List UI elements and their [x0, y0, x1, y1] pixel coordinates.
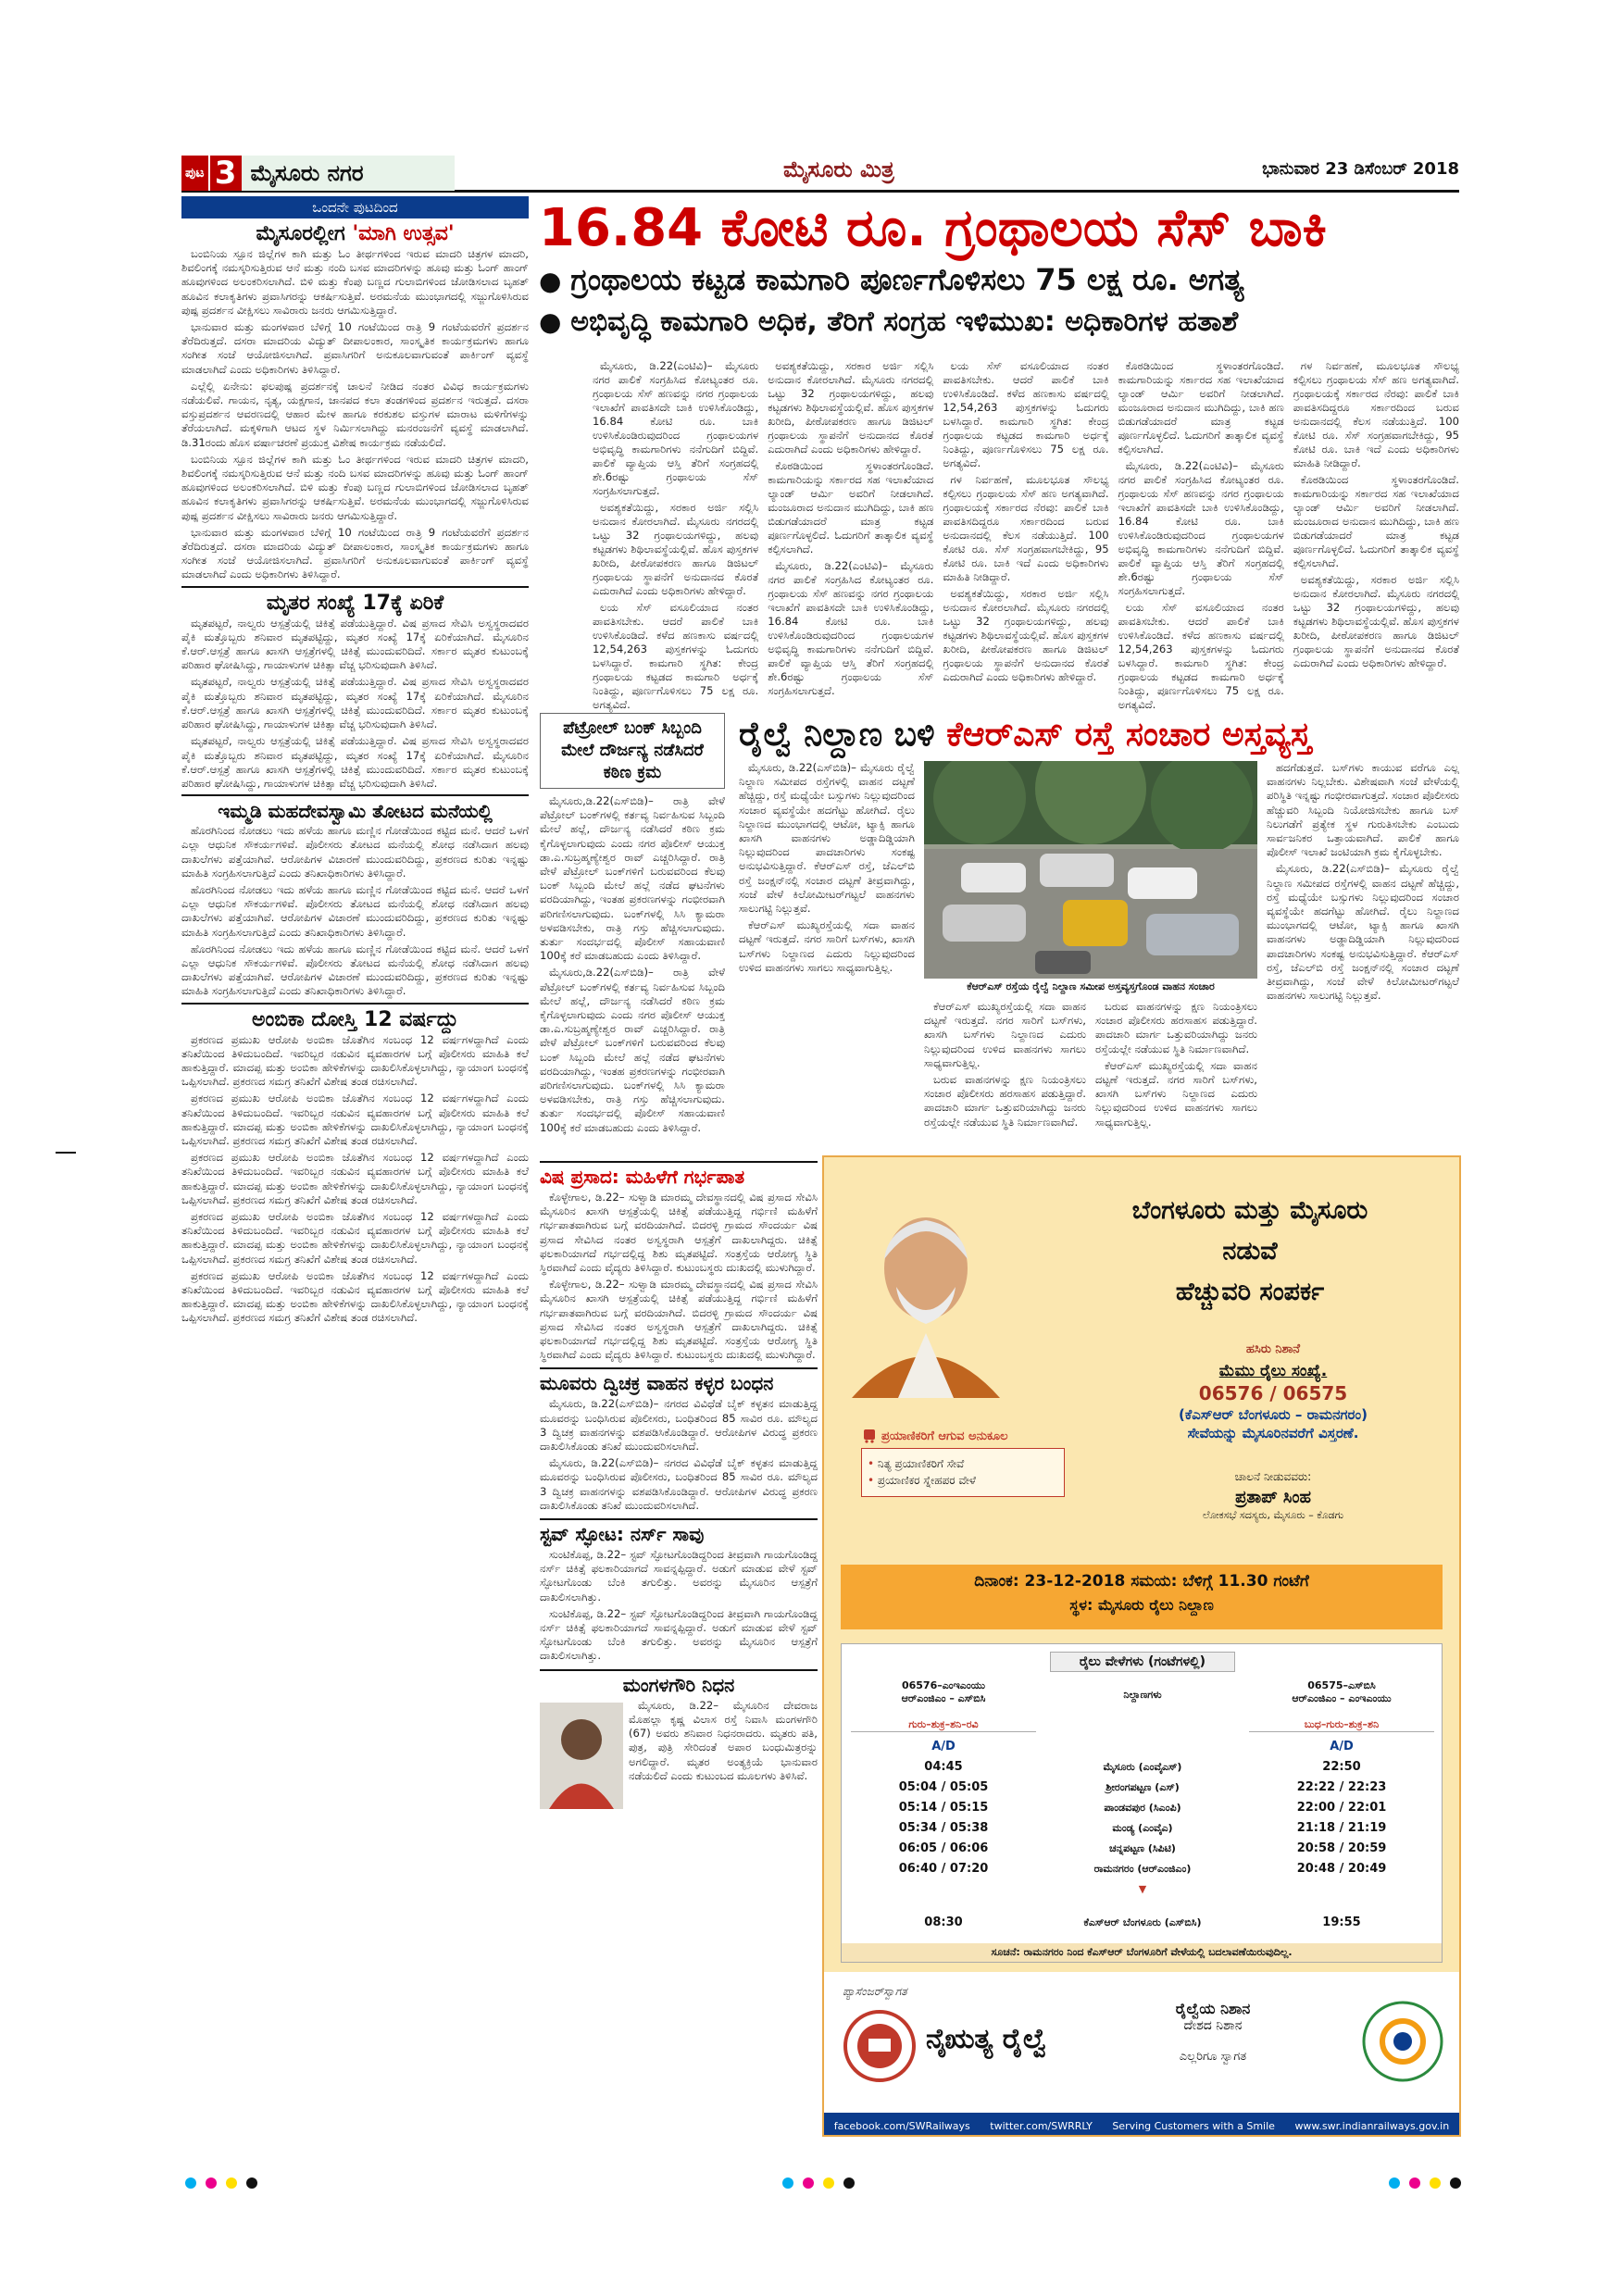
headline-tail: 12 ವರ್ಷದ್ದು: [364, 1007, 458, 1031]
black-dot: [1450, 2177, 1461, 2189]
train-icon: [861, 1428, 878, 1444]
timetable-title: ರೈಲು ವೇಳೆಗಳು (ಗಂಟೆಗಳಲ್ಲಿ): [1050, 1652, 1235, 1672]
lead-subheadline-2: ● ಅಭಿವೃದ್ಧಿ ಕಾಮಗಾರಿ ಅಧಿಕ, ತೆರಿಗೆ ಸಂಗ್ರಹ ಇಳಿಮುಖ: ಅಧಿಕಾರಿಗಳ ಹತಾಶೆ: [539, 306, 1239, 338]
obituary-photo: [540, 1703, 623, 1809]
paragraph: ಸುಂಟಿಕೊಪ್ಪ, ಡಿ.22– ಸ್ಟವ್ ಸ್ಫೋಟಗೊಂಡಿದ್ದರಿಂದ ತೀವ್ರವಾಗಿ ಗಾಯಗೊಂಡಿದ್ದ ನರ್ಸ್ ಚಿಕಿತ್ಸೆ ಫಲಕಾರಿಯಾಗದೆ ಸಾವನ್ನಪ್ಪಿದ್ದಾರೆ. ಅಡುಗೆ ಮಾಡುವ ವೇಳೆ ಸ್ಟವ್ ಸ್ಫೋಟಗೊಂಡು ಬೆಂಕಿ ತಗುಲಿತ್ತು. ಅವರನ್ನು ಮೈಸೂರಿನ ಆಸ್ಪತ್ರೆಗೆ ದಾಖಲಿಸಲಾಗಿತ್ತು.: [540, 1548, 818, 1603]
ek-bharat-shreshtha-bharat-logo-icon: [1361, 2000, 1444, 2083]
cyan-dot: [1389, 2177, 1400, 2189]
slogan-line-1: ರೈಲ್ವೆಯ ನಿಶಾನ: [1175, 2000, 1251, 2017]
registration-dots-left: [185, 2177, 257, 2189]
timetable-note: ಸೂಚನೆ: ರಾಮನಗರಂ ನಿಂದ ಕೆಎಸ್‌ಆರ್ ಬೆಂಗಳೂರಿಗೆ ವೇಳೆಯಲ್ಲಿ ಬದಲಾವಣೆಯಿರುವುದಿಲ್ಲ.: [842, 1943, 1442, 1962]
train-route: (ಕೆಎಸ್‌ಆರ್ ಬೆಂಗಳೂರು – ರಾಮನಗರಂ): [1179, 1406, 1368, 1423]
paragraph: ಲಯ ಸೆಸ್ ವಸೂಲಿಯಾದ ನಂತರ ಪಾವತಿಸಬೇಕು. ಆದರೆ ಪಾಲಿಕೆ ಬಾಕಿ ಉಳಿಸಿಕೊಂಡಿದೆ. ಕಳೆದ ಹಣಕಾಸು ವರ್ಷದಲ್ಲಿ 12,54,263 ಪುಸ್ತಕಗಳನ್ನು ಓದುಗರು ಬಳಸಿದ್ದಾರೆ. ಕಾಮಗಾರಿ ಸ್ಥಗಿತ: ಕೇಂದ್ರ ಗ್ರಂಥಾಲಯ ಕಟ್ಟಡದ ಕಾಮಗಾರಿ ಅರ್ಧಕ್ಕೆ ನಿಂತಿದ್ದು, ಪೂರ್ಣಗೊಳಿಸಲು 75 ಲಕ್ಷ ರೂ. ಅಗತ್ಯವಿದೆ.: [943, 359, 1109, 469]
paragraph: ಅವಶ್ಯಕತೆಯಿದ್ದು, ಸರಕಾರ ಅರ್ಜಿ ಸಲ್ಲಿಸಿ ಅನುದಾನ ಕೋರಲಾಗಿದೆ. ಮೈಸೂರು ನಗರದಲ್ಲಿ ಒಟ್ಟು 32 ಗ್ರಂಥಾಲಯಗಳಿದ್ದು, ಹಲವು ಕಟ್ಟಡಗಳು ಶಿಥಿಲಾವಸ್ಥೆಯಲ್ಲಿವೆ. ಹೊಸ ಪುಸ್ತಕಗಳ ಖರೀದಿ, ಪೀಠೋಪಕರಣ ಹಾಗೂ ಡಿಜಿಟಲ್ ಗ್ರಂಥಾಲಯ ಸ್ಥಾಪನೆಗೆ ಅನುದಾನದ ಕೊರತೆ ಎದುರಾಗಿದೆ ಎಂದು ಅಧಿಕಾರಿಗಳು ಹೇಳಿದ್ದಾರೆ.: [1293, 573, 1459, 669]
inauguration-details: [1102, 1342, 1444, 1441]
story-headline-mahadevaswamy: ಇಮ್ಮಡಿ ಮಹದೇವಸ್ವಾಮಿ ತೋಟದ ಮನೆಯಲ್ಲಿ: [181, 794, 529, 822]
paragraph: ಲಯ ಸೆಸ್ ವಸೂಲಿಯಾದ ನಂತರ ಪಾವತಿಸಬೇಕು. ಆದರೆ ಪಾಲಿಕೆ ಬಾಕಿ ಉಳಿಸಿಕೊಂಡಿದೆ. ಕಳೆದ ಹಣಕಾಸು ವರ್ಷದಲ್ಲಿ 12,54,263 ಪುಸ್ತಕಗಳನ್ನು ಓದುಗರು ಬಳಸಿದ್ದಾರೆ. ಕಾಮಗಾರಿ ಸ್ಥಗಿತ: ಕೇಂದ್ರ ಗ್ರಂಥಾಲಯ ಕಟ್ಟಡದ ಕಾಮಗಾರಿ ಅರ್ಧಕ್ಕೆ ನಿಂತಿದ್ದು, ಪೂರ್ಣಗೊಳಿಸಲು 75 ಲಕ್ಷ ರೂ. ಅಗತ್ಯವಿದೆ.: [593, 601, 759, 711]
short-stories-column: [540, 1155, 818, 2165]
story-body-ambika: [181, 1033, 529, 1326]
headline-poison-prasada: ವಿಷ ಪ್ರಸಾದ: ಮಹಿಳೆಗೆ ಗರ್ಭಪಾತ: [540, 1161, 818, 1188]
time-cell: 20:58 / 20:59: [1296, 1841, 1387, 1855]
ad-title-line-2: ನಡುವೆ: [1222, 1237, 1278, 1266]
left-column: [181, 196, 529, 2159]
station-cell: ಮೈಸೂರು (ಎಂವೈಎಸ್): [1103, 1761, 1182, 1773]
right-train-number: 06575–ಎಸ್‌ಬಿಸಿ: [1307, 1679, 1376, 1691]
down-arrow-icon: ▼: [1138, 1883, 1147, 1895]
railway-column-3: [1095, 1000, 1257, 1148]
paragraph: ಭಾನುವಾರ ಮತ್ತು ಮಂಗಳವಾರ ಬೆಳಿಗ್ಗೆ 10 ಗಂಟೆಯಿಂದ ರಾತ್ರಿ 9 ಗಂಟೆಯವರೆಗೆ ಪ್ರದರ್ಶನ ತೆರೆದಿರುತ್ತದೆ. ದಸರಾ ಮಾದರಿಯ ವಿದ್ಯುತ್ ದೀಪಾಲಂಕಾರ, ಸಾಂಸ್ಕೃತಿಕ ಕಾರ್ಯಕ್ರಮಗಳು ಹಾಗೂ ಸಂಗೀತ ಸಂಜೆ ಆಯೋಜಿಸಲಾಗಿದೆ. ಪ್ರವಾಸಿಗರಿಗೆ ಅನುಕೂಲವಾಗುವಂತೆ ಪಾರ್ಕಿಂಗ್ ವ್ಯವಸ್ಥೆ ಮಾಡಲಾಗಿದೆ ಎಂದು ಅಧಿಕಾರಿಗಳು ತಿಳಿಸಿದ್ದಾರೆ.: [181, 320, 529, 376]
paragraph: ಅವಶ್ಯಕತೆಯಿದ್ದು, ಸರಕಾರ ಅರ್ಜಿ ಸಲ್ಲಿಸಿ ಅನುದಾನ ಕೋರಲಾಗಿದೆ. ಮೈಸೂರು ನಗರದಲ್ಲಿ ಒಟ್ಟು 32 ಗ್ರಂಥಾಲಯಗಳಿದ್ದು, ಹಲವು ಕಟ್ಟಡಗಳು ಶಿಥಿಲಾವಸ್ಥೆಯಲ್ಲಿವೆ. ಹೊಸ ಪುಸ್ತಕಗಳ ಖರೀದಿ, ಪೀಠೋಪಕರಣ ಹಾಗೂ ಡಿಜಿಟಲ್ ಗ್ರಂಥಾಲಯ ಸ್ಥಾಪನೆಗೆ ಅನುದಾನದ ಕೊರತೆ ಎದುರಾಗಿದೆ ಎಂದು ಅಧಿಕಾರಿಗಳು ಹೇಳಿದ್ದಾರೆ.: [943, 587, 1109, 683]
time-cell: 05:34 / 05:38: [898, 1821, 989, 1835]
service-slogan: Serving Customers with a Smile: [1112, 2119, 1275, 2132]
paragraph: ಮೃತಪಟ್ಟರೆ, ನಾಲ್ವರು ಆಸ್ಪತ್ರೆಯಲ್ಲಿ ಚಿಕಿತ್ಸೆ ಪಡೆಯುತ್ತಿದ್ದಾರೆ. ವಿಷ ಪ್ರಸಾದ ಸೇವಿಸಿ ಅಸ್ವಸ್ಥರಾದವರ ಪೈಕಿ ಮತ್ತೊಬ್ಬರು ಶನಿವಾರ ಮೃತಪಟ್ಟಿದ್ದು, ಮೃತರ ಸಂಖ್ಯೆ 17ಕ್ಕೆ ಏರಿಕೆಯಾಗಿದೆ. ಮೈಸೂರಿನ ಕೆ.ಆರ್.ಆಸ್ಪತ್ರೆ ಹಾಗೂ ಖಾಸಗಿ ಆಸ್ಪತ್ರೆಗಳಲ್ಲಿ ಚಿಕಿತ್ಸೆ ಮುಂದುವರಿದಿದೆ. ಸರ್ಕಾರ ಮೃತರ ಕುಟುಂಬಕ್ಕೆ ಪರಿಹಾರ ಘೋಷಿಸಿದ್ದು, ಗಾಯಾಳುಗಳ ಚಿಕಿತ್ಸಾ ವೆಚ್ಚ ಭರಿಸುವುದಾಗಿ ತಿಳಿಸಿದೆ.: [181, 616, 529, 672]
story-body-death-toll: [181, 617, 529, 791]
time-cell: 04:45: [924, 1760, 963, 1774]
train-timetable: [841, 1643, 1443, 1963]
continued-tag: ಒಂದನೇ ಪುಟದಿಂದ: [181, 196, 529, 218]
benefit-item: • ಪ್ರಯಾಣಿಕರ ಸ್ನೇಹಪರ ವೇಳೆ: [868, 1474, 1058, 1488]
yellow-dot: [823, 2177, 834, 2189]
photo-caption: ಕೆಆರ್‌ಎಸ್ ರಸ್ತೆಯ ರೈಲ್ವೆ ನಿಲ್ದಾಣ ಸಮೀಪ ಅಸ್ತವ್ಯಸ್ತಗೊಂಡ ವಾಹನ ಸಂಚಾರ: [967, 980, 1215, 992]
lead-headline: 16.84 ಕೋಟಿ ರೂ. ಗ್ರಂಥಾಲಯ ಸೆಸ್ ಬಾಕಿ: [539, 198, 1327, 258]
headline-bike-thieves: ಮೂವರು ದ್ವಿಚಕ್ರ ವಾಹನ ಕಳ್ಳರ ಬಂಧನ: [540, 1367, 818, 1394]
paragraph: ಭಾನುವಾರ ಮತ್ತು ಮಂಗಳವಾರ ಬೆಳಿಗ್ಗೆ 10 ಗಂಟೆಯಿಂದ ರಾತ್ರಿ 9 ಗಂಟೆಯವರೆಗೆ ಪ್ರದರ್ಶನ ತೆರೆದಿರುತ್ತದೆ. ದಸರಾ ಮಾದರಿಯ ವಿದ್ಯುತ್ ದೀಪಾಲಂಕಾರ, ಸಾಂಸ್ಕೃತಿಕ ಕಾರ್ಯಕ್ರಮಗಳು ಹಾಗೂ ಸಂಗೀತ ಸಂಜೆ ಆಯೋಜಿಸಲಾಗಿದೆ. ಪ್ರವಾಸಿಗರಿಗೆ ಅನುಕೂಲವಾಗುವಂತೆ ಪಾರ್ಕಿಂಗ್ ವ್ಯವಸ್ಥೆ ಮಾಡಲಾಗಿದೆ ಎಂದು ಅಧಿಕಾರಿಗಳು ತಿಳಿಸಿದ್ದಾರೆ.: [181, 525, 529, 581]
new-train-label: ಮೆಮು ರೈಲು ಸಂಖ್ಯೆ.: [1218, 1362, 1328, 1380]
benefits-list: [861, 1448, 1065, 1497]
black-dot: [246, 2177, 257, 2189]
left-train-header: [851, 1679, 1036, 1705]
story-body-stove-blast: [540, 1548, 818, 1664]
text-column: [768, 359, 933, 713]
ad-title-line-3: ಹೆಚ್ಚುವರಿ ಸಂಪರ್ಕ: [1175, 1278, 1325, 1306]
story-headline-death-toll: ಮೃತರ ಸಂಖ್ಯೆ 17ಕ್ಕೆ ಏರಿಕೆ: [181, 586, 529, 615]
lead-subheadline-1: ● ಗ್ರಂಥಾಲಯ ಕಟ್ಟಡ ಕಾಮಗಾರಿ ಪೂರ್ಣಗೊಳಿಸಲು 75 ಲಕ್ಷ ರೂ. ಅಗತ್ಯ: [539, 262, 1244, 297]
time-cell: 08:30: [924, 1915, 963, 1929]
paragraph: ಬಂಬಿನಿಯ ಸ್ಪೂನ ಜಿಲ್ಲೆಗಳ ಕಾಗಿ ಮತ್ತು ಓಂ ತೀರ್ಥಗಳಿಂದ ಇರುವ ಮಾದರಿ ಚಿತ್ರಗಳ ಮಾದರಿ, ಶಿವಲಿಂಗಕ್ಕೆ ನಮಸ್ಕರಿಸುತ್ತಿರುವ ಆನೆ ಮತ್ತು ನಂದಿ ಬಸವ ಮಾದರಿಗಳನ್ನು ಹೂವು ಮತ್ತು ಓಂಗ್ ಹಾಂಗ್ ಹೂವುಗಳಿಂದ ಅಲಂಕರಿಸಲಾಗಿದೆ. ಬಿಳಿ ಮತ್ತು ಕೆಂಪು ಬಣ್ಣದ ಗುಲಾಬಿಗಳಿಂದ ಜೋಡಿಸಲಾದ ಬೃಹತ್ ಹೂವಿನ ಕಲಾಕೃತಿಗಳು ಪ್ರವಾಸಿಗರನ್ನು ಆಕರ್ಷಿಸುತ್ತಿವೆ. ಅರಮನೆಯ ಮುಂಭಾಗದಲ್ಲಿ ಸಜ್ಜುಗೊಳಿಸಿರುವ ಪುಷ್ಪ ಪ್ರದರ್ಶನ ವೀಕ್ಷಿಸಲು ಸಾವಿರಾರು ಜನರು ಆಗಮಿಸುತ್ತಿದ್ದಾರೆ.: [181, 247, 529, 317]
station-cell: ರಾಮನಗರಂ (ಆರ್‌ಎಂಜಿಎಂ): [1093, 1863, 1192, 1875]
paragraph: ಗಳ ನಿರ್ವಹಣೆ, ಮೂಲಭೂತ ಸೌಲಭ್ಯ ಕಲ್ಪಿಸಲು ಗ್ರಂಥಾಲಯ ಸೆಸ್ ಹಣ ಅಗತ್ಯವಾಗಿದೆ. ಗ್ರಂಥಾಲಯಕ್ಕೆ ಸರ್ಕಾರದ ನೆರವು: ಪಾಲಿಕೆ ಬಾಕಿ ಪಾವತಿಸದಿದ್ದರೂ ಸರ್ಕಾರದಿಂದ ಬರುವ ಅನುದಾನದಲ್ಲಿ ಕೆಲಸ ನಡೆಯುತ್ತಿದೆ. 100 ಕೋಟಿ ರೂ. ಸೆಸ್ ಸಂಗ್ರಹವಾಗಬೇಕಿದ್ದು, 95 ಕೋಟಿ ರೂ. ಬಾಕಿ ಇದೆ ಎಂದು ಅಧಿಕಾರಿಗಳು ಮಾಹಿತಿ ನೀಡಿದ್ದಾರೆ.: [1293, 359, 1459, 469]
magenta-dot: [1409, 2177, 1420, 2189]
paragraph: ಮೈಸೂರು,ಡಿ.22(ಎಸ್‌ಬಿಡಿ)– ರಾತ್ರಿ ವೇಳೆ ಪೆಟ್ರೋಲ್ ಬಂಕ್‌ಗಳಲ್ಲಿ ಕರ್ತವ್ಯ ನಿರ್ವಹಿಸುವ ಸಿಬ್ಬಂದಿ ಮೇಲೆ ಹಲ್ಲೆ, ದೌರ್ಜನ್ಯ ನಡೆಸಿದರೆ ಕಠಿಣ ಕ್ರಮ ಕೈಗೊಳ್ಳಲಾಗುವುದು ಎಂದು ನಗರ ಪೊಲೀಸ್ ಆಯುಕ್ತ ಡಾ.ಎ.ಸುಬ್ರಹ್ಮಣ್ಯೇಶ್ವರ ರಾವ್ ಎಚ್ಚರಿಸಿದ್ದಾರೆ. ರಾತ್ರಿ ವೇಳೆ ಪೆಟ್ರೋಲ್ ಬಂಕ್‌ಗಳಿಗೆ ಬರುವವರಿಂದ ಕೆಲವು ಬಂಕ್ ಸಿಬ್ಬಂದಿ ಮೇಲೆ ಹಲ್ಲೆ ನಡೆದ ಘಟನೆಗಳು ವರದಿಯಾಗಿದ್ದು, ಇಂತಹ ಪ್ರಕರಣಗಳನ್ನು ಗಂಭೀರವಾಗಿ ಪರಿಗಣಿಸಲಾಗುವುದು. ಬಂಕ್‌ಗಳಲ್ಲಿ ಸಿಸಿ ಕ್ಯಾಮರಾ ಅಳವಡಿಸಬೇಕು, ರಾತ್ರಿ ಗಸ್ತು ಹೆಚ್ಚಿಸಲಾಗುವುದು. ತುರ್ತು ಸಂದರ್ಭದಲ್ಲಿ ಪೊಲೀಸ್ ಸಹಾಯವಾಣಿ 100ಕ್ಕೆ ಕರೆ ಮಾಡಬಹುದು ಎಂದು ತಿಳಿಸಿದ್ದಾರೆ.: [540, 794, 725, 963]
paragraph: ಮೈಸೂರು,ಡಿ.22(ಎಸ್‌ಬಿಡಿ)– ರಾತ್ರಿ ವೇಳೆ ಪೆಟ್ರೋಲ್ ಬಂಕ್‌ಗಳಲ್ಲಿ ಕರ್ತವ್ಯ ನಿರ್ವಹಿಸುವ ಸಿಬ್ಬಂದಿ ಮೇಲೆ ಹಲ್ಲೆ, ದೌರ್ಜನ್ಯ ನಡೆಸಿದರೆ ಕಠಿಣ ಕ್ರಮ ಕೈಗೊಳ್ಳಲಾಗುವುದು ಎಂದು ನಗರ ಪೊಲೀಸ್ ಆಯುಕ್ತ ಡಾ.ಎ.ಸುಬ್ರಹ್ಮಣ್ಯೇಶ್ವರ ರಾವ್ ಎಚ್ಚರಿಸಿದ್ದಾರೆ. ರಾತ್ರಿ ವೇಳೆ ಪೆಟ್ರೋಲ್ ಬಂಕ್‌ಗಳಿಗೆ ಬರುವವರಿಂದ ಕೆಲವು ಬಂಕ್ ಸಿಬ್ಬಂದಿ ಮೇಲೆ ಹಲ್ಲೆ ನಡೆದ ಘಟನೆಗಳು ವರದಿಯಾಗಿದ್ದು, ಇಂತಹ ಪ್ರಕರಣಗಳನ್ನು ಗಂಭೀರವಾಗಿ ಪರಿಗಣಿಸಲಾಗುವುದು. ಬಂಕ್‌ಗಳಲ್ಲಿ ಸಿಸಿ ಕ್ಯಾಮರಾ ಅಳವಡಿಸಬೇಕು, ರಾತ್ರಿ ಗಸ್ತು ಹೆಚ್ಚಿಸಲಾಗುವುದು. ತುರ್ತು ಸಂದರ್ಭದಲ್ಲಿ ಪೊಲೀಸ್ ಸಹಾಯವಾಣಿ 100ಕ್ಕೆ ಕರೆ ಮಾಡಬಹುದು ಎಂದು ತಿಳಿಸಿದ್ದಾರೆ.: [540, 966, 725, 1134]
social-links-bar: [824, 2113, 1459, 2137]
station-cell: ಪಾಂಡವಪುರ (ಸಿಎಂಪಿ): [1104, 1802, 1181, 1814]
paragraph: ಎಲ್ಲೆಲ್ಲಿ ಏನೇನು: ಫಲಪುಷ್ಪ ಪ್ರದರ್ಶನಕ್ಕೆ ಚಾಲನೆ ನೀಡಿದ ನಂತರ ವಿವಿಧ ಕಾರ್ಯಕ್ರಮಗಳು ನಡೆಯಲಿವೆ. ಗಾಯನ, ನೃತ್ಯ, ಯಕ್ಷಗಾನ, ಜಾನಪದ ಕಲಾ ತಂಡಗಳಿಂದ ಪ್ರದರ್ಶನ ಇರುತ್ತದೆ. ದಸರಾ ವಸ್ತುಪ್ರದರ್ಶನ ಆವರಣದಲ್ಲಿ ಆಹಾರ ಮೇಳ ಹಾಗೂ ಕರಕುಶಲ ವಸ್ತುಗಳ ಮಾರಾಟ ಮಳಿಗೆಗಳನ್ನು ತೆರೆಯಲಾಗಿದೆ. ಮಕ್ಕಳಿಗಾಗಿ ಆಟದ ಸ್ಥಳ ನಿರ್ಮಿಸಲಾಗಿದ್ದು ಮನರಂಜನೆಗೆ ವ್ಯವಸ್ಥೆ ಮಾಡಲಾಗಿದೆ. ಡಿ.31ರಂದು ಹೊಸ ವರ್ಷಾಚರಣೆ ಪ್ರಯುಕ್ತ ವಿಶೇಷ ಕಾರ್ಯಕ್ರಮ ನಡೆಯಲಿದೆ.: [181, 379, 529, 449]
ad-title: [1083, 1191, 1417, 1313]
paragraph: ಪ್ರಕರಣದ ಪ್ರಮುಖ ಆರೋಪಿ ಅಂಬಿಕಾ ಜೊತೆಗಿನ ಸಂಬಂಧ 12 ವರ್ಷಗಳದ್ದಾಗಿದೆ ಎಂದು ತನಿಖೆಯಿಂದ ತಿಳಿದುಬಂದಿದೆ. ಇವರಿಬ್ಬರ ನಡುವಿನ ವ್ಯವಹಾರಗಳ ಬಗ್ಗೆ ಪೊಲೀಸರು ಮಾಹಿತಿ ಕಲೆ ಹಾಕುತ್ತಿದ್ದಾರೆ. ಮಾದಪ್ಪ ಮತ್ತು ಅಂಬಿಕಾ ಹೇಳಿಕೆಗಳನ್ನು ದಾಖಲಿಸಿಕೊಳ್ಳಲಾಗಿದ್ದು, ನ್ಯಾಯಾಂಗ ಬಂಧನಕ್ಕೆ ಒಪ್ಪಿಸಲಾಗಿದೆ. ಪ್ರಕರಣದ ಸಮಗ್ರ ತನಿಖೆಗೆ ವಿಶೇಷ ತಂಡ ರಚಿಸಲಾಗಿದೆ.: [181, 1268, 529, 1325]
paragraph: ಮೈಸೂರು, ಡಿ.22(ಎಸ್‌ಬಿಡಿ)– ಮೈಸೂರು ರೈಲ್ವೆ ನಿಲ್ದಾಣ ಸಮೀಪದ ರಸ್ತೆಗಳಲ್ಲಿ ವಾಹನ ದಟ್ಟಣೆ ಹೆಚ್ಚಿದ್ದು, ರಸ್ತೆ ಮಧ್ಯೆಯೇ ಬಸ್ಸುಗಳು ನಿಲ್ಲುವುದರಿಂದ ಸಂಚಾರ ವ್ಯವಸ್ಥೆಯೇ ಹದಗೆಟ್ಟು ಹೋಗಿದೆ. ರೈಲು ನಿಲ್ದಾಣದ ಮುಂಭಾಗದಲ್ಲಿ ಆಟೋ, ಟ್ಯಾಕ್ಸಿ ಹಾಗೂ ಖಾಸಗಿ ವಾಹನಗಳು ಅಡ್ಡಾದಿಡ್ಡಿಯಾಗಿ ನಿಲ್ಲುವುದರಿಂದ ಪಾದಚಾರಿಗಳು ಸಂಕಷ್ಟ ಅನುಭವಿಸುತ್ತಿದ್ದಾರೆ. ಕೆಆರ್‌ಎಸ್ ರಸ್ತೆ, ಜೆಎಲ್‌ಬಿ ರಸ್ತೆ ಜಂಕ್ಷನ್‌ನಲ್ಲಿ ಸಂಚಾರ ದಟ್ಟಣೆ ತೀವ್ರವಾಗಿದ್ದು, ಸಂಜೆ ವೇಳೆ ಕಿಲೋಮೀಟರ್‌ಗಟ್ಟಲೆ ವಾಹನಗಳು ಸಾಲುಗಟ್ಟಿ ನಿಲ್ಲುತ್ತವೆ.: [739, 761, 915, 916]
paragraph: ಹೊರಗಿನಿಂದ ನೋಡಲು ಇದು ಹಳೆಯ ಹಾಗೂ ಮಣ್ಣಿನ ಗೋಡೆಯಿಂದ ಕಟ್ಟಿದ ಮನೆ. ಆದರೆ ಒಳಗೆ ಎಲ್ಲಾ ಆಧುನಿಕ ಸೌಕರ್ಯಗಳಿವೆ. ಪೊಲೀಸರು ತೋಟದ ಮನೆಯಲ್ಲಿ ಶೋಧ ನಡೆಸಿದಾಗ ಹಲವು ದಾಖಲೆಗಳು ಪತ್ತೆಯಾಗಿವೆ. ಆರೋಪಿಗಳ ವಿಚಾರಣೆ ಮುಂದುವರಿದಿದ್ದು, ಪ್ರಕರಣದ ಕುರಿತು ಇನ್ನಷ್ಟು ಮಾಹಿತಿ ಸಂಗ್ರಹಿಸಲಾಗುತ್ತಿದೆ ಎಂದು ತನಿಖಾಧಿಕಾರಿಗಳು ತಿಳಿಸಿದ್ದಾರೆ.: [181, 882, 529, 939]
spacer: [1050, 1737, 1235, 1757]
page-header: [181, 156, 1459, 193]
masthead: ಮೈಸೂರು ಮಿತ್ರ: [783, 156, 894, 182]
event-date-time: ದಿನಾಂಕ: 23-12-2018 ಸಮಯ: ಬೆಳಿಗ್ಗೆ 11.30 ಗಂಟೆಗೆ: [974, 1572, 1309, 1591]
ad-title-line-1: ಬೆಂಗಳೂರು ಮತ್ತು ಮೈಸೂರು: [1131, 1196, 1368, 1225]
magenta-dot: [206, 2177, 217, 2189]
traffic-photo: [924, 761, 1257, 979]
register-mark: [56, 1152, 76, 1154]
paragraph: ಹದಗೆಡುತ್ತದೆ. ಬಸ್‌ಗಳು ಕಾಯುವ ವರೆಗೂ ಎಲ್ಲ ವಾಹನಗಳು ನಿಲ್ಲಬೇಕು. ವಿಶೇಷವಾಗಿ ಸಂಜೆ ವೇಳೆಯಲ್ಲಿ ಪರಿಸ್ಥಿತಿ ಇನ್ನಷ್ಟು ಗಂಭೀರವಾಗುತ್ತದೆ. ಸಂಚಾರ ಪೊಲೀಸರು ಹೆಚ್ಚುವರಿ ಸಿಬ್ಬಂದಿ ನಿಯೋಜಿಸಬೇಕು ಹಾಗೂ ಬಸ್ ನಿಲುಗಡೆಗೆ ಪ್ರತ್ಯೇಕ ಸ್ಥಳ ಗುರುತಿಸಬೇಕು ಎಂಬುದು ಸಾರ್ವಜನಿಕರ ಒತ್ತಾಯವಾಗಿದೆ. ಪಾಲಿಕೆ ಹಾಗೂ ಪೊಲೀಸ್ ಇಲಾಖೆ ಜಂಟಿಯಾಗಿ ಕ್ರಮ ಕೈಗೊಳ್ಳಬೇಕು.: [1267, 761, 1459, 859]
time-cell: 22:22 / 22:23: [1296, 1780, 1387, 1794]
story-body-magi-utsava: [181, 247, 529, 582]
railway-column-2: [924, 1000, 1086, 1148]
stations-column: [1050, 1737, 1235, 1933]
ad-tagline: ಪ್ಯಾಸೆಂಜರ್‌ಸ್ವಾಗತ: [843, 1985, 907, 1998]
lead-story-body: [593, 359, 1459, 713]
time-cell: 22:50: [1322, 1760, 1361, 1774]
yellow-dot: [1430, 2177, 1441, 2189]
paragraph: ಮೈಸೂರು, ಡಿ.22(ಎಂಟಿವಿ)– ಮೈಸೂರು ನಗರ ಪಾಲಿಕೆ ಸಂಗ್ರಹಿಸಿದ ಕೋಟ್ಯಂತರ ರೂ. ಗ್ರಂಥಾಲಯ ಸೆಸ್ ಹಣವನ್ನು ನಗರ ಗ್ರಂಥಾಲಯ ಇಲಾಖೆಗೆ ಪಾವತಿಸದೇ ಬಾಕಿ ಉಳಿಸಿಕೊಂಡಿದ್ದು, 16.84 ಕೋಟಿ ರೂ. ಬಾಕಿ ಉಳಿಸಿಕೊಂಡಿರುವುದರಿಂದ ಗ್ರಂಥಾಲಯಗಳ ಅಭಿವೃದ್ಧಿ ಕಾಮಗಾರಿಗಳು ನನೆಗುದಿಗೆ ಬಿದ್ದಿವೆ. ಪಾಲಿಕೆ ವ್ಯಾಪ್ತಿಯ ಆಸ್ತಿ ತೆರಿಗೆ ಸಂಗ್ರಹದಲ್ಲಿ ಶೇ.6ರಷ್ಟು ಗ್ರಂಥಾಲಯ ಸೆಸ್ ಸಂಗ್ರಹಿಸಲಾಗುತ್ತದೆ.: [768, 559, 934, 697]
text-column: [1293, 359, 1459, 713]
petrol-bunk-headline: ಪೆಟ್ರೋಲ್ ಬಂಕ್ ಸಿಬ್ಬಂದಿ ಮೇಲೆ ದೌರ್ಜನ್ಯ ನಡೆಸಿದರೆ ಕಠಿಣ ಕ್ರಮ: [540, 713, 725, 789]
facebook-link[interactable]: facebook.com/SWRailways: [833, 2119, 970, 2132]
left-times-column: [851, 1737, 1036, 1933]
service-extension: ಸೇವೆಯನ್ನು ಮೈಸೂರಿನವರೆಗೆ ವಿಸ್ತರಣೆ.: [1187, 1425, 1359, 1441]
presided-label: ಚಾಲನೆ ನೀಡುವವರು:: [1234, 1470, 1312, 1483]
headline-quote: 'ಮಾಗಿ ಉತ್ಸವ': [352, 222, 455, 245]
lead-story-headlines: [539, 198, 1465, 343]
time-cell: [1249, 1879, 1434, 1900]
paragraph: ಬರುವ ವಾಹನಗಳನ್ನು ಕ್ಷಣ ನಿಯಂತ್ರಿಸಲು ಸಂಚಾರ ಪೊಲೀಸರು ಹರಸಾಹಸ ಪಡುತ್ತಿದ್ದಾರೆ. ಪಾದಚಾರಿ ಮಾರ್ಗ ಒತ್ತುವರಿಯಾಗಿದ್ದು ಜನರು ರಸ್ತೆಯಲ್ಲೇ ನಡೆಯುವ ಸ್ಥಿತಿ ನಿರ್ಮಾಣವಾಗಿದೆ.: [1095, 1000, 1257, 1055]
station-cell: ಮಂಡ್ಯ (ಎಂವೈಎ): [1112, 1822, 1173, 1834]
magenta-dot: [803, 2177, 814, 2189]
story-body-mahadevaswamy: [181, 824, 529, 998]
time-cell: 22:00 / 22:01: [1296, 1801, 1387, 1815]
station-cell: ಚನ್ನಪಟ್ಟಣ (ಸಿಪಿಟಿ): [1109, 1842, 1176, 1854]
time-cell: [851, 1879, 1036, 1900]
headline-obituary: ಮಂಗಳಗೌರಿ ನಿಧನ: [540, 1669, 818, 1696]
inauguration-label: ಹಸಿರು ನಿಶಾನೆ: [1245, 1342, 1301, 1356]
paragraph: ಮೈಸೂರು, ಡಿ.22(ಎಂಟಿವಿ)– ಮೈಸೂರು ನಗರ ಪಾಲಿಕೆ ಸಂಗ್ರಹಿಸಿದ ಕೋಟ್ಯಂತರ ರೂ. ಗ್ರಂಥಾಲಯ ಸೆಸ್ ಹಣವನ್ನು ನಗರ ಗ್ರಂಥಾಲಯ ಇಲಾಖೆಗೆ ಪಾವತಿಸದೇ ಬಾಕಿ ಉಳಿಸಿಕೊಂಡಿದ್ದು, 16.84 ಕೋಟಿ ರೂ. ಬಾಕಿ ಉಳಿಸಿಕೊಂಡಿರುವುದರಿಂದ ಗ್ರಂಥಾಲಯಗಳ ಅಭಿವೃದ್ಧಿ ಕಾಮಗಾರಿಗಳು ನನೆಗುದಿಗೆ ಬಿದ್ದಿವೆ. ಪಾಲಿಕೆ ವ್ಯಾಪ್ತಿಯ ಆಸ್ತಿ ತೆರಿಗೆ ಸಂಗ್ರಹದಲ್ಲಿ ಶೇ.6ರಷ್ಟು ಗ್ರಂಥಾಲಯ ಸೆಸ್ ಸಂಗ್ರಹಿಸಲಾಗುತ್ತದೆ.: [593, 359, 759, 497]
dignitary-title: ಲೋಕಸಭೆ ಸದಸ್ಯರು, ಮೈಸೂರು – ಕೊಡಗು: [1202, 1509, 1344, 1521]
passenger-benefits: [861, 1428, 1065, 1497]
issue-date: ಭಾನುವಾರ 23 ಡಿಸೆಂಬರ್ 2018: [1262, 159, 1459, 179]
arrival-departure-label: A/D: [1330, 1740, 1354, 1753]
paragraph: ಬಂಬಿನಿಯ ಸ್ಪೂನ ಜಿಲ್ಲೆಗಳ ಕಾಗಿ ಮತ್ತು ಓಂ ತೀರ್ಥಗಳಿಂದ ಇರುವ ಮಾದರಿ ಚಿತ್ರಗಳ ಮಾದರಿ, ಶಿವಲಿಂಗಕ್ಕೆ ನಮಸ್ಕರಿಸುತ್ತಿರುವ ಆನೆ ಮತ್ತು ನಂದಿ ಬಸವ ಮಾದರಿಗಳನ್ನು ಹೂವು ಮತ್ತು ಓಂಗ್ ಹಾಂಗ್ ಹೂವುಗಳಿಂದ ಅಲಂಕರಿಸಲಾಗಿದೆ. ಬಿಳಿ ಮತ್ತು ಕೆಂಪು ಬಣ್ಣದ ಗುಲಾಬಿಗಳಿಂದ ಜೋಡಿಸಲಾದ ಬೃಹತ್ ಹೂವಿನ ಕಲಾಕೃತಿಗಳು ಪ್ರವಾಸಿಗರನ್ನು ಆಕರ್ಷಿಸುತ್ತಿವೆ. ಅರಮನೆಯ ಮುಂಭಾಗದಲ್ಲಿ ಸಜ್ಜುಗೊಳಿಸಿರುವ ಪುಷ್ಪ ಪ್ರದರ್ಶನ ವೀಕ್ಷಿಸಲು ಸಾವಿರಾರು ಜನರು ಆಗಮಿಸುತ್ತಿದ್ದಾರೆ.: [181, 452, 529, 522]
time-cell: 19:55: [1322, 1915, 1361, 1929]
paragraph: ಸುಂಟಿಕೊಪ್ಪ, ಡಿ.22– ಸ್ಟವ್ ಸ್ಫೋಟಗೊಂಡಿದ್ದರಿಂದ ತೀವ್ರವಾಗಿ ಗಾಯಗೊಂಡಿದ್ದ ನರ್ಸ್ ಚಿಕಿತ್ಸೆ ಫಲಕಾರಿಯಾಗದೆ ಸಾವನ್ನಪ್ಪಿದ್ದಾರೆ. ಅಡುಗೆ ಮಾಡುವ ವೇಳೆ ಸ್ಟವ್ ಸ್ಫೋಟಗೊಂಡು ಬೆಂಕಿ ತಗುಲಿತ್ತು. ಅವರನ್ನು ಮೈಸೂರಿನ ಆಸ್ಪತ್ರೆಗೆ ದಾಖಲಿಸಲಾಗಿತ್ತು.: [540, 1606, 818, 1663]
petrol-bunk-body: [540, 794, 725, 1135]
presided-by: [1102, 1470, 1444, 1522]
right-train-route: ಆರ್‌ಎಂಜಿಎಂ – ಎಂಇಎಂಯು: [1292, 1692, 1392, 1704]
story-headline-magi-utsava: [181, 222, 529, 245]
page-number: 3: [208, 156, 242, 191]
arrival-departure-label: A/D: [931, 1740, 956, 1753]
petrol-bunk-story: [540, 713, 725, 1148]
yellow-dot: [226, 2177, 237, 2189]
stations-header: ನಿಲ್ದಾಣಗಳು: [1123, 1689, 1162, 1701]
left-train-route: ಆರ್‌ಎಂಜಿಎಂ – ಎಸ್‌ಬಿಸಿ: [901, 1692, 986, 1704]
left-train-days: ಗುರು–ಶುಕ್ರ–ಶನಿ–ರವಿ: [851, 1718, 1036, 1732]
twitter-link[interactable]: twitter.com/SWRRLY: [990, 2119, 1093, 2132]
page-number-tab: [181, 156, 455, 191]
ad-footer: [824, 1972, 1459, 2137]
paragraph: ಅವಶ್ಯಕತೆಯಿದ್ದು, ಸರಕಾರ ಅರ್ಜಿ ಸಲ್ಲಿಸಿ ಅನುದಾನ ಕೋರಲಾಗಿದೆ. ಮೈಸೂರು ನಗರದಲ್ಲಿ ಒಟ್ಟು 32 ಗ್ರಂಥಾಲಯಗಳಿದ್ದು, ಹಲವು ಕಟ್ಟಡಗಳು ಶಿಥಿಲಾವಸ್ಥೆಯಲ್ಲಿವೆ. ಹೊಸ ಪುಸ್ತಕಗಳ ಖರೀದಿ, ಪೀಠೋಪಕರಣ ಹಾಗೂ ಡಿಜಿಟಲ್ ಗ್ರಂಥಾಲಯ ಸ್ಥಾಪನೆಗೆ ಅನುದಾನದ ಕೊರತೆ ಎದುರಾಗಿದೆ ಎಂದು ಅಧಿಕಾರಿಗಳು ಹೇಳಿದ್ದಾರೆ.: [768, 359, 934, 455]
paragraph: ಅವಶ್ಯಕತೆಯಿದ್ದು, ಸರಕಾರ ಅರ್ಜಿ ಸಲ್ಲಿಸಿ ಅನುದಾನ ಕೋರಲಾಗಿದೆ. ಮೈಸೂರು ನಗರದಲ್ಲಿ ಒಟ್ಟು 32 ಗ್ರಂಥಾಲಯಗಳಿದ್ದು, ಹಲವು ಕಟ್ಟಡಗಳು ಶಿಥಿಲಾವಸ್ಥೆಯಲ್ಲಿವೆ. ಹೊಸ ಪುಸ್ತಕಗಳ ಖರೀದಿ, ಪೀಠೋಪಕರಣ ಹಾಗೂ ಡಿಜಿಟಲ್ ಗ್ರಂಥಾಲಯ ಸ್ಥಾಪನೆಗೆ ಅನುದಾನದ ಕೊರತೆ ಎದುರಾಗಿದೆ ಎಂದು ಅಧಿಕಾರಿಗಳು ಹೇಳಿದ್ದಾರೆ.: [593, 501, 759, 597]
paragraph: ಪ್ರಕರಣದ ಪ್ರಮುಖ ಆರೋಪಿ ಅಂಬಿಕಾ ಜೊತೆಗಿನ ಸಂಬಂಧ 12 ವರ್ಷಗಳದ್ದಾಗಿದೆ ಎಂದು ತನಿಖೆಯಿಂದ ತಿಳಿದುಬಂದಿದೆ. ಇವರಿಬ್ಬರ ನಡುವಿನ ವ್ಯವಹಾರಗಳ ಬಗ್ಗೆ ಪೊಲೀಸರು ಮಾಹಿತಿ ಕಲೆ ಹಾಕುತ್ತಿದ್ದಾರೆ. ಮಾದಪ್ಪ ಮತ್ತು ಅಂಬಿಕಾ ಹೇಳಿಕೆಗಳನ್ನು ದಾಖಲಿಸಿಕೊಳ್ಳಲಾಗಿದ್ದು, ನ್ಯಾಯಾಂಗ ಬಂಧನಕ್ಕೆ ಒಪ್ಪಿಸಲಾಗಿದೆ. ಪ್ರಕರಣದ ಸಮಗ್ರ ತನಿಖೆಗೆ ವಿಶೇಷ ತಂಡ ರಚಿಸಲಾಗಿದೆ.: [181, 1092, 529, 1147]
subheadline-text: ಗ್ರಂಥಾಲಯ ಕಟ್ಟಡ ಕಾಮಗಾರಿ ಪೂರ್ಣಗೊಳಿಸಲು 75 ಲಕ್ಷ ರೂ. ಅಗತ್ಯ: [570, 262, 1244, 297]
paragraph: ಲಯ ಸೆಸ್ ವಸೂಲಿಯಾದ ನಂತರ ಪಾವತಿಸಬೇಕು. ಆದರೆ ಪಾಲಿಕೆ ಬಾಕಿ ಉಳಿಸಿಕೊಂಡಿದೆ. ಕಳೆದ ಹಣಕಾಸು ವರ್ಷದಲ್ಲಿ 12,54,263 ಪುಸ್ತಕಗಳನ್ನು ಓದುಗರು ಬಳಸಿದ್ದಾರೆ. ಕಾಮಗಾರಿ ಸ್ಥಗಿತ: ಕೇಂದ್ರ ಗ್ರಂಥಾಲಯ ಕಟ್ಟಡದ ಕಾಮಗಾರಿ ಅರ್ಧಕ್ಕೆ ನಿಂತಿದ್ದು, ಪೂರ್ಣಗೊಳಿಸಲು 75 ಲಕ್ಷ ರೂ. ಅಗತ್ಯವಿದೆ.: [1118, 601, 1284, 711]
headline-stove-blast: ಸ್ಟವ್ ಸ್ಫೋಟ: ನರ್ಸ್ ಸಾವು: [540, 1518, 818, 1545]
story-body-poison-prasada: [540, 1191, 818, 1362]
slogan-line-3: ಎಲ್ಲರಿಗೂ ಸ್ವಾಗತ: [1179, 2050, 1247, 2064]
time-cell: 05:04 / 05:05: [898, 1780, 989, 1794]
dignitary-name: ಪ್ರತಾಪ್ ಸಿಂಹ: [1235, 1488, 1311, 1507]
paragraph: ಮೈಸೂರು, ಡಿ.22(ಎಂಟಿವಿ)– ಮೈಸೂರು ನಗರ ಪಾಲಿಕೆ ಸಂಗ್ರಹಿಸಿದ ಕೋಟ್ಯಂತರ ರೂ. ಗ್ರಂಥಾಲಯ ಸೆಸ್ ಹಣವನ್ನು ನಗರ ಗ್ರಂಥಾಲಯ ಇಲಾಖೆಗೆ ಪಾವತಿಸದೇ ಬಾಕಿ ಉಳಿಸಿಕೊಂಡಿದ್ದು, 16.84 ಕೋಟಿ ರೂ. ಬಾಕಿ ಉಳಿಸಿಕೊಂಡಿರುವುದರಿಂದ ಗ್ರಂಥಾಲಯಗಳ ಅಭಿವೃದ್ಧಿ ಕಾಮಗಾರಿಗಳು ನನೆಗುದಿಗೆ ಬಿದ್ದಿವೆ. ಪಾಲಿಕೆ ವ್ಯಾಪ್ತಿಯ ಆಸ್ತಿ ತೆರಿಗೆ ಸಂಗ್ರಹದಲ್ಲಿ ಶೇ.6ರಷ್ಟು ಗ್ರಂಥಾಲಯ ಸೆಸ್ ಸಂಗ್ರಹಿಸಲಾಗುತ್ತದೆ.: [1118, 459, 1284, 597]
text-column: [1118, 359, 1284, 713]
text-column: [943, 359, 1108, 713]
paragraph: ಪ್ರಕರಣದ ಪ್ರಮುಖ ಆರೋಪಿ ಅಂಬಿಕಾ ಜೊತೆಗಿನ ಸಂಬಂಧ 12 ವರ್ಷಗಳದ್ದಾಗಿದೆ ಎಂದು ತನಿಖೆಯಿಂದ ತಿಳಿದುಬಂದಿದೆ. ಇವರಿಬ್ಬರ ನಡುವಿನ ವ್ಯವಹಾರಗಳ ಬಗ್ಗೆ ಪೊಲೀಸರು ಮಾಹಿತಿ ಕಲೆ ಹಾಕುತ್ತಿದ್ದಾರೆ. ಮಾದಪ್ಪ ಮತ್ತು ಅಂಬಿಕಾ ಹೇಳಿಕೆಗಳನ್ನು ದಾಖಲಿಸಿಕೊಳ್ಳಲಾಗಿದ್ದು, ನ್ಯಾಯಾಂಗ ಬಂಧನಕ್ಕೆ ಒಪ್ಪಿಸಲಾಗಿದೆ. ಪ್ರಕರಣದ ಸಮಗ್ರ ತನಿಖೆಗೆ ವಿಶೇಷ ತಂಡ ರಚಿಸಲಾಗಿದೆ.: [181, 1032, 529, 1089]
subheadline-text: ಅಭಿವೃದ್ಧಿ ಕಾಮಗಾರಿ ಅಧಿಕ, ತೆರಿಗೆ ಸಂಗ್ರಹ ಇಳಿಮುಖ: ಅಧಿಕಾರಿಗಳ ಹತಾಶೆ: [570, 306, 1239, 338]
paragraph: ಹೊರಗಿನಿಂದ ನೋಡಲು ಇದು ಹಳೆಯ ಹಾಗೂ ಮಣ್ಣಿನ ಗೋಡೆಯಿಂದ ಕಟ್ಟಿದ ಮನೆ. ಆದರೆ ಒಳಗೆ ಎಲ್ಲಾ ಆಧುನಿಕ ಸೌಕರ್ಯಗಳಿವೆ. ಪೊಲೀಸರು ತೋಟದ ಮನೆಯಲ್ಲಿ ಶೋಧ ನಡೆಸಿದಾಗ ಹಲವು ದಾಖಲೆಗಳು ಪತ್ತೆಯಾಗಿವೆ. ಆರೋಪಿಗಳ ವಿಚಾರಣೆ ಮುಂದುವರಿದಿದ್ದು, ಪ್ರಕರಣದ ಕುರಿತು ಇನ್ನಷ್ಟು ಮಾಹಿತಿ ಸಂಗ್ರಹಿಸಲಾಗುತ್ತಿದೆ ಎಂದು ತನಿಖಾಧಿಕಾರಿಗಳು ತಿಳಿಸಿದ್ದಾರೆ.: [181, 942, 529, 998]
dignitary-portrait: [833, 1176, 1018, 1398]
paragraph: ಮೈಸೂರು, ಡಿ.22(ಎಸ್‌ಬಿಡಿ)– ಮೈಸೂರು ರೈಲ್ವೆ ನಿಲ್ದಾಣ ಸಮೀಪದ ರಸ್ತೆಗಳಲ್ಲಿ ವಾಹನ ದಟ್ಟಣೆ ಹೆಚ್ಚಿದ್ದು, ರಸ್ತೆ ಮಧ್ಯೆಯೇ ಬಸ್ಸುಗಳು ನಿಲ್ಲುವುದರಿಂದ ಸಂಚಾರ ವ್ಯವಸ್ಥೆಯೇ ಹದಗೆಟ್ಟು ಹೋಗಿದೆ. ರೈಲು ನಿಲ್ದಾಣದ ಮುಂಭಾಗದಲ್ಲಿ ಆಟೋ, ಟ್ಯಾಕ್ಸಿ ಹಾಗೂ ಖಾಸಗಿ ವಾಹನಗಳು ಅಡ್ಡಾದಿಡ್ಡಿಯಾಗಿ ನಿಲ್ಲುವುದರಿಂದ ಪಾದಚಾರಿಗಳು ಸಂಕಷ್ಟ ಅನುಭವಿಸುತ್ತಿದ್ದಾರೆ. ಕೆಆರ್‌ಎಸ್ ರಸ್ತೆ, ಜೆಎಲ್‌ಬಿ ರಸ್ತೆ ಜಂಕ್ಷನ್‌ನಲ್ಲಿ ಸಂಚಾರ ದಟ್ಟಣೆ ತೀವ್ರವಾಗಿದ್ದು, ಸಂಜೆ ವೇಳೆ ಕಿಲೋಮೀಟರ್‌ಗಟ್ಟಲೆ ವಾಹನಗಳು ಸಾಲುಗಟ್ಟಿ ನಿಲ್ಲುತ್ತವೆ.: [1267, 862, 1459, 1003]
benefits-heading: [861, 1428, 1065, 1444]
paragraph: ಪ್ರಕರಣದ ಪ್ರಮುಖ ಆರೋಪಿ ಅಂಬಿಕಾ ಜೊತೆಗಿನ ಸಂಬಂಧ 12 ವರ್ಷಗಳದ್ದಾಗಿದೆ ಎಂದು ತನಿಖೆಯಿಂದ ತಿಳಿದುಬಂದಿದೆ. ಇವರಿಬ್ಬರ ನಡುವಿನ ವ್ಯವಹಾರಗಳ ಬಗ್ಗೆ ಪೊಲೀಸರು ಮಾಹಿತಿ ಕಲೆ ಹಾಕುತ್ತಿದ್ದಾರೆ. ಮಾದಪ್ಪ ಮತ್ತು ಅಂಬಿಕಾ ಹೇಳಿಕೆಗಳನ್ನು ದಾಖಲಿಸಿಕೊಳ್ಳಲಾಗಿದ್ದು, ನ್ಯಾಯಾಂಗ ಬಂಧನಕ್ಕೆ ಒಪ್ಪಿಸಲಾಗಿದೆ. ಪ್ರಕರಣದ ಸಮಗ್ರ ತನಿಖೆಗೆ ವಿಶೇಷ ತಂಡ ರಚಿಸಲಾಗಿದೆ.: [181, 1151, 529, 1206]
paragraph: ಕೊಠಡಿಯಿಂದ ಸ್ಥಳಾಂತರಗೊಂಡಿದೆ. ಕಾಮಗಾರಿಯನ್ನು ಸರ್ಕಾರದ ಸಹ ಇಲಾಖೆಯಾದ ಲ್ಯಾಂಡ್ ಆರ್ಮಿ ಅವರಿಗೆ ನೀಡಲಾಗಿದೆ. ಮಂಜೂರಾದ ಅನುದಾನ ಮುಗಿದಿದ್ದು, ಬಾಕಿ ಹಣ ಬಿಡುಗಡೆಯಾದರೆ ಮಾತ್ರ ಕಟ್ಟಡ ಪೂರ್ಣಗೊಳ್ಳಲಿದೆ. ಓದುಗರಿಗೆ ತಾತ್ಕಾಲಿಕ ವ್ಯವಸ್ಥೆ ಕಲ್ಪಿಸಲಾಗಿದೆ.: [768, 459, 934, 555]
paragraph: ಮೃತಪಟ್ಟರೆ, ನಾಲ್ವರು ಆಸ್ಪತ್ರೆಯಲ್ಲಿ ಚಿಕಿತ್ಸೆ ಪಡೆಯುತ್ತಿದ್ದಾರೆ. ವಿಷ ಪ್ರಸಾದ ಸೇವಿಸಿ ಅಸ್ವಸ್ಥರಾದವರ ಪೈಕಿ ಮತ್ತೊಬ್ಬರು ಶನಿವಾರ ಮೃತಪಟ್ಟಿದ್ದು, ಮೃತರ ಸಂಖ್ಯೆ 17ಕ್ಕೆ ಏರಿಕೆಯಾಗಿದೆ. ಮೈಸೂರಿನ ಕೆ.ಆರ್.ಆಸ್ಪತ್ರೆ ಹಾಗೂ ಖಾಸಗಿ ಆಸ್ಪತ್ರೆಗಳಲ್ಲಿ ಚಿಕಿತ್ಸೆ ಮುಂದುವರಿದಿದೆ. ಸರ್ಕಾರ ಮೃತರ ಕುಟುಂಬಕ್ಕೆ ಪರಿಹಾರ ಘೋಷಿಸಿದ್ದು, ಗಾಯಾಳುಗಳ ಚಿಕಿತ್ಸಾ ವೆಚ್ಚ ಭರಿಸುವುದಾಗಿ ತಿಳಿಸಿದೆ.: [181, 675, 529, 731]
paragraph: ಮೃತಪಟ್ಟರೆ, ನಾಲ್ವರು ಆಸ್ಪತ್ರೆಯಲ್ಲಿ ಚಿಕಿತ್ಸೆ ಪಡೆಯುತ್ತಿದ್ದಾರೆ. ವಿಷ ಪ್ರಸಾದ ಸೇವಿಸಿ ಅಸ್ವಸ್ಥರಾದವರ ಪೈಕಿ ಮತ್ತೊಬ್ಬರು ಶನಿವಾರ ಮೃತಪಟ್ಟಿದ್ದು, ಮೃತರ ಸಂಖ್ಯೆ 17ಕ್ಕೆ ಏರಿಕೆಯಾಗಿದೆ. ಮೈಸೂರಿನ ಕೆ.ಆರ್.ಆಸ್ಪತ್ರೆ ಹಾಗೂ ಖಾಸಗಿ ಆಸ್ಪತ್ರೆಗಳಲ್ಲಿ ಚಿಕಿತ್ಸೆ ಮುಂದುವರಿದಿದೆ. ಸರ್ಕಾರ ಮೃತರ ಕುಟುಂಬಕ್ಕೆ ಪರಿಹಾರ ಘೋಷಿಸಿದ್ದು, ಗಾಯಾಳುಗಳ ಚಿಕಿತ್ಸಾ ವೆಚ್ಚ ಭರಿಸುವುದಾಗಿ ತಿಳಿಸಿದೆ.: [181, 734, 529, 790]
right-train-days: ಬುಧ–ಗುರು–ಶುಕ್ರ–ಶನಿ: [1249, 1718, 1434, 1732]
section-name: ಮೈಸೂರು ನಗರ: [242, 156, 455, 191]
paragraph: ಬರುವ ವಾಹನಗಳನ್ನು ಕ್ಷಣ ನಿಯಂತ್ರಿಸಲು ಸಂಚಾರ ಪೊಲೀಸರು ಹರಸಾಹಸ ಪಡುತ್ತಿದ್ದಾರೆ. ಪಾದಚಾರಿ ಮಾರ್ಗ ಒತ್ತುವರಿಯಾಗಿದ್ದು ಜನರು ರಸ್ತೆಯಲ್ಲೇ ನಡೆಯುವ ಸ್ಥಿತಿ ನಿರ್ಮಾಣವಾಗಿದೆ.: [924, 1073, 1086, 1129]
railway-column-1: [739, 761, 915, 1141]
station-cell: ಕೆಎಸ್‌ಆರ್ ಬೆಂಗಳೂರು (ಎಸ್‌ಬಿಸಿ): [1083, 1916, 1202, 1928]
registration-dots-right: [1389, 2177, 1461, 2189]
railway-headline: [739, 713, 1461, 757]
paragraph: ಮೈಸೂರು, ಡಿ.22(ಎಸ್‌ಬಿಡಿ)– ನಗರದ ವಿವಿಧೆಡೆ ಬೈಕ್ ಕಳ್ಳತನ ಮಾಡುತ್ತಿದ್ದ ಮೂವರನ್ನು ಬಂಧಿಸಿರುವ ಪೊಲೀಸರು, ಬಂಧಿತರಿಂದ 85 ಸಾವಿರ ರೂ. ಮೌಲ್ಯದ 3 ದ್ವಿಚಕ್ರ ವಾಹನಗಳನ್ನು ವಶಪಡಿಸಿಕೊಂಡಿದ್ದಾರೆ. ಆರೋಪಿಗಳ ವಿರುದ್ಧ ಪ್ರಕರಣ ದಾಖಲಿಸಿಕೊಂಡು ತನಿಖೆ ಮುಂದುವರಿಸಲಾಗಿದೆ.: [540, 1397, 818, 1454]
paragraph: ಕೊಳ್ಳೇಗಾಲ, ಡಿ.22– ಸುಳ್ವಾಡಿ ಮಾರಮ್ಮ ದೇವಸ್ಥಾನದಲ್ಲಿ ವಿಷ ಪ್ರಸಾದ ಸೇವಿಸಿ ಮೈಸೂರಿನ ಖಾಸಗಿ ಆಸ್ಪತ್ರೆಯಲ್ಲಿ ಚಿಕಿತ್ಸೆ ಪಡೆಯುತ್ತಿದ್ದ ಗರ್ಭಿಣಿ ಮಹಿಳೆಗೆ ಗರ್ಭಪಾತವಾಗಿರುವ ಬಗ್ಗೆ ವರದಿಯಾಗಿದೆ. ಬಿದರಳ್ಳಿ ಗ್ರಾಮದ ಸೌಂದರ್ಯ ವಿಷ ಪ್ರಸಾದ ಸೇವಿಸಿದ ನಂತರ ಅಸ್ವಸ್ಥರಾಗಿ ಆಸ್ಪತ್ರೆಗೆ ದಾಖಲಾಗಿದ್ದರು. ಚಿಕಿತ್ಸೆ ಫಲಕಾರಿಯಾಗದೆ ಗರ್ಭದಲ್ಲಿದ್ದ ಶಿಶು ಮೃತಪಟ್ಟಿದೆ. ಸಂತ್ರಸ್ತೆಯ ಆರೋಗ್ಯ ಸ್ಥಿತಿ ಸ್ಥಿರವಾಗಿದೆ ಎಂದು ವೈದ್ಯರು ತಿಳಿಸಿದ್ದಾರೆ. ಕುಟುಂಬಸ್ಥರು ದುಃಖದಲ್ಲಿ ಮುಳುಗಿದ್ದಾರೆ.: [540, 1278, 818, 1362]
website-link[interactable]: www.swr.indianrailways.gov.in: [1294, 2119, 1450, 2132]
railway-advertisement: [822, 1155, 1461, 2137]
paragraph: ಮೈಸೂರು, ಡಿ.22– ಮೈಸೂರಿನ ದೇವರಾಜ ಮೊಹಲ್ಲಾ ಕೃಷ್ಣ ವಿಲಾಸ ರಸ್ತೆ ನಿವಾಸಿ ಮಂಗಳಗೌರಿ (67) ಅವರು ಶನಿವಾರ ನಿಧನರಾದರು. ಮೃತರು ಪತಿ, ಪುತ್ರ, ಪುತ್ರಿ ಸೇರಿದಂತೆ ಅಪಾರ ಬಂಧುಮಿತ್ರರನ್ನು ಅಗಲಿದ್ದಾರೆ. ಮೃತರ ಅಂತ್ಯಕ್ರಿಯೆ ಭಾನುವಾರ ನಡೆಯಲಿದೆ ಎಂದು ಕುಟುಂಬದ ಮೂಲಗಳು ತಿಳಿಸಿವೆ.: [629, 1698, 818, 1782]
text-column: [593, 359, 758, 713]
paragraph: ಕೆಆರ್‌ಎಸ್ ಮುಖ್ಯರಸ್ತೆಯಲ್ಲಿ ಸದಾ ವಾಹನ ದಟ್ಟಣೆ ಇರುತ್ತದೆ. ನಗರ ಸಾರಿಗೆ ಬಸ್‌ಗಳು, ಖಾಸಗಿ ಬಸ್‌ಗಳು ನಿಲ್ದಾಣದ ಎದುರು ನಿಲ್ಲುವುದರಿಂದ ಉಳಿದ ವಾಹನಗಳು ಸಾಗಲು ಸಾಧ್ಯವಾಗುತ್ತಿಲ್ಲ.: [1095, 1058, 1257, 1129]
indian-railways-logo-icon: [843, 2009, 917, 2083]
page-label: ಪುಟ: [181, 156, 208, 191]
cyan-dot: [185, 2177, 196, 2189]
event-date-bar: [841, 1565, 1443, 1629]
headline-red: ಕೆಆರ್‌ಎಸ್ ರಸ್ತೆ ಸಂಚಾರ ಅಸ್ತವ್ಯಸ್ತ: [946, 716, 1312, 754]
left-train-number: 06576–ಎಂಇಎಂಯು: [901, 1679, 986, 1691]
station-cell: ಶ್ರೀರಂಗಪಟ್ಟಣ (ಎಸ್): [1106, 1781, 1180, 1793]
paragraph: ಕೊಠಡಿಯಿಂದ ಸ್ಥಳಾಂತರಗೊಂಡಿದೆ. ಕಾಮಗಾರಿಯನ್ನು ಸರ್ಕಾರದ ಸಹ ಇಲಾಖೆಯಾದ ಲ್ಯಾಂಡ್ ಆರ್ಮಿ ಅವರಿಗೆ ನೀಡಲಾಗಿದೆ. ಮಂಜೂರಾದ ಅನುದಾನ ಮುಗಿದಿದ್ದು, ಬಾಕಿ ಹಣ ಬಿಡುಗಡೆಯಾದರೆ ಮಾತ್ರ ಕಟ್ಟಡ ಪೂರ್ಣಗೊಳ್ಳಲಿದೆ. ಓದುಗರಿಗೆ ತಾತ್ಕಾಲಿಕ ವ್ಯವಸ್ಥೆ ಕಲ್ಪಿಸಲಾಗಿದೆ.: [1118, 359, 1284, 455]
train-numbers: 06576 / 06575: [1198, 1382, 1348, 1404]
paragraph: ಪ್ರಕರಣದ ಪ್ರಮುಖ ಆರೋಪಿ ಅಂಬಿಕಾ ಜೊತೆಗಿನ ಸಂಬಂಧ 12 ವರ್ಷಗಳದ್ದಾಗಿದೆ ಎಂದು ತನಿಖೆಯಿಂದ ತಿಳಿದುಬಂದಿದೆ. ಇವರಿಬ್ಬರ ನಡುವಿನ ವ್ಯವಹಾರಗಳ ಬಗ್ಗೆ ಪೊಲೀಸರು ಮಾಹಿತಿ ಕಲೆ ಹಾಕುತ್ತಿದ್ದಾರೆ. ಮಾದಪ್ಪ ಮತ್ತು ಅಂಬಿಕಾ ಹೇಳಿಕೆಗಳನ್ನು ದಾಖಲಿಸಿಕೊಳ್ಳಲಾಗಿದ್ದು, ನ್ಯಾಯಾಂಗ ಬಂಧನಕ್ಕೆ ಒಪ್ಪಿಸಲಾಗಿದೆ. ಪ್ರಕರಣದ ಸಮಗ್ರ ತನಿಖೆಗೆ ವಿಶೇಷ ತಂಡ ರಚಿಸಲಾಗಿದೆ.: [181, 1209, 529, 1266]
time-cell: 21:18 / 21:19: [1296, 1821, 1387, 1835]
headline-black: ರೈಲ್ವೆ ನಿಲ್ದಾಣ ಬಳಿ: [739, 716, 935, 754]
headline-text: ಅಂಬಿಕಾ ದೋಸ್ತಿ: [251, 1007, 357, 1031]
paragraph: ಕೆಆರ್‌ಎಸ್ ಮುಖ್ಯರಸ್ತೆಯಲ್ಲಿ ಸದಾ ವಾಹನ ದಟ್ಟಣೆ ಇರುತ್ತದೆ. ನಗರ ಸಾರಿಗೆ ಬಸ್‌ಗಳು, ಖಾಸಗಿ ಬಸ್‌ಗಳು ನಿಲ್ದಾಣದ ಎದುರು ನಿಲ್ಲುವುದರಿಂದ ಉಳಿದ ವಾಹನಗಳು ಸಾಗಲು ಸಾಧ್ಯವಾಗುತ್ತಿಲ್ಲ.: [924, 1000, 1086, 1069]
traffic-photo-image: [924, 761, 1257, 979]
right-times-column: [1249, 1737, 1434, 1933]
paragraph: ಹೊರಗಿನಿಂದ ನೋಡಲು ಇದು ಹಳೆಯ ಹಾಗೂ ಮಣ್ಣಿನ ಗೋಡೆಯಿಂದ ಕಟ್ಟಿದ ಮನೆ. ಆದರೆ ಒಳಗೆ ಎಲ್ಲಾ ಆಧುನಿಕ ಸೌಕರ್ಯಗಳಿವೆ. ಪೊಲೀಸರು ತೋಟದ ಮನೆಯಲ್ಲಿ ಶೋಧ ನಡೆಸಿದಾಗ ಹಲವು ದಾಖಲೆಗಳು ಪತ್ತೆಯಾಗಿವೆ. ಆರೋಪಿಗಳ ವಿಚಾರಣೆ ಮುಂದುವರಿದಿದ್ದು, ಪ್ರಕರಣದ ಕುರಿತು ಇನ್ನಷ್ಟು ಮಾಹಿತಿ ಸಂಗ್ರಹಿಸಲಾಗುತ್ತಿದೆ ಎಂದು ತನಿಖಾಧಿಕಾರಿಗಳು ತಿಳಿಸಿದ್ದಾರೆ.: [181, 824, 529, 880]
story-body-bike-thieves: [540, 1397, 818, 1513]
paragraph: ಗಳ ನಿರ್ವಹಣೆ, ಮೂಲಭೂತ ಸೌಲಭ್ಯ ಕಲ್ಪಿಸಲು ಗ್ರಂಥಾಲಯ ಸೆಸ್ ಹಣ ಅಗತ್ಯವಾಗಿದೆ. ಗ್ರಂಥಾಲಯಕ್ಕೆ ಸರ್ಕಾರದ ನೆರವು: ಪಾಲಿಕೆ ಬಾಕಿ ಪಾವತಿಸದಿದ್ದರೂ ಸರ್ಕಾರದಿಂದ ಬರುವ ಅನುದಾನದಲ್ಲಿ ಕೆಲಸ ನಡೆಯುತ್ತಿದೆ. 100 ಕೋಟಿ ರೂ. ಸೆಸ್ ಸಂಗ್ರಹವಾಗಬೇಕಿದ್ದು, 95 ಕೋಟಿ ರೂ. ಬಾಕಿ ಇದೆ ಎಂದು ಅಧಿಕಾರಿಗಳು ಮಾಹಿತಿ ನೀಡಿದ್ದಾರೆ.: [943, 473, 1109, 583]
story-headline-ambika: [181, 1003, 529, 1031]
time-cell: 06:40 / 07:20: [898, 1862, 989, 1876]
paragraph: ಕೆಆರ್‌ಎಸ್ ಮುಖ್ಯರಸ್ತೆಯಲ್ಲಿ ಸದಾ ವಾಹನ ದಟ್ಟಣೆ ಇರುತ್ತದೆ. ನಗರ ಸಾರಿಗೆ ಬಸ್‌ಗಳು, ಖಾಸಗಿ ಬಸ್‌ಗಳು ನಿಲ್ದಾಣದ ಎದುರು ನಿಲ್ಲುವುದರಿಂದ ಉಳಿದ ವಾಹನಗಳು ಸಾಗಲು ಸಾಧ್ಯವಾಗುತ್ತಿಲ್ಲ.: [739, 918, 915, 974]
railway-column-4: [1267, 761, 1459, 1148]
slogan-line-2: ದೇಶದ ನಿಶಾನ: [1183, 2018, 1243, 2033]
headline-text: ಮೈಸೂರಲ್ಲೀಗ: [256, 222, 345, 245]
paragraph: ಕೊಳ್ಳೇಗಾಲ, ಡಿ.22– ಸುಳ್ವಾಡಿ ಮಾರಮ್ಮ ದೇವಸ್ಥಾನದಲ್ಲಿ ವಿಷ ಪ್ರಸಾದ ಸೇವಿಸಿ ಮೈಸೂರಿನ ಖಾಸಗಿ ಆಸ್ಪತ್ರೆಯಲ್ಲಿ ಚಿಕಿತ್ಸೆ ಪಡೆಯುತ್ತಿದ್ದ ಗರ್ಭಿಣಿ ಮಹಿಳೆಗೆ ಗರ್ಭಪಾತವಾಗಿರುವ ಬಗ್ಗೆ ವರದಿಯಾಗಿದೆ. ಬಿದರಳ್ಳಿ ಗ್ರಾಮದ ಸೌಂದರ್ಯ ವಿಷ ಪ್ರಸಾದ ಸೇವಿಸಿದ ನಂತರ ಅಸ್ವಸ್ಥರಾಗಿ ಆಸ್ಪತ್ರೆಗೆ ದಾಖಲಾಗಿದ್ದರು. ಚಿಕಿತ್ಸೆ ಫಲಕಾರಿಯಾಗದೆ ಗರ್ಭದಲ್ಲಿದ್ದ ಶಿಶು ಮೃತಪಟ್ಟಿದೆ. ಸಂತ್ರಸ್ತೆಯ ಆರೋಗ್ಯ ಸ್ಥಿತಿ ಸ್ಥಿರವಾಗಿದೆ ಎಂದು ವೈದ್ಯರು ತಿಳಿಸಿದ್ದಾರೆ. ಕುಟುಂಬಸ್ಥರು ದುಃಖದಲ್ಲಿ ಮುಳುಗಿದ್ದಾರೆ.: [540, 1191, 818, 1275]
right-train-header: [1249, 1679, 1434, 1705]
cyan-dot: [782, 2177, 793, 2189]
benefits-heading-text: ಪ್ರಯಾಣಿಕರಿಗೆ ಆಗುವ ಅನುಕೂಲ: [881, 1429, 1008, 1443]
black-dot: [843, 2177, 855, 2189]
event-venue: ಸ್ಥಳ: ಮೈಸೂರು ರೈಲು ನಿಲ್ದಾಣ: [1069, 1596, 1214, 1614]
time-cell: 20:48 / 20:49: [1296, 1862, 1387, 1876]
railway-slogan: [1111, 2000, 1315, 2064]
time-cell: 06:05 / 06:06: [898, 1841, 989, 1855]
paragraph: ಮೈಸೂರು, ಡಿ.22(ಎಸ್‌ಬಿಡಿ)– ನಗರದ ವಿವಿಧೆಡೆ ಬೈಕ್ ಕಳ್ಳತನ ಮಾಡುತ್ತಿದ್ದ ಮೂವರನ್ನು ಬಂಧಿಸಿರುವ ಪೊಲೀಸರು, ಬಂಧಿತರಿಂದ 85 ಸಾವಿರ ರೂ. ಮೌಲ್ಯದ 3 ದ್ವಿಚಕ್ರ ವಾಹನಗಳನ್ನು ವಶಪಡಿಸಿಕೊಂಡಿದ್ದಾರೆ. ಆರೋಪಿಗಳ ವಿರುದ್ಧ ಪ್ರಕರಣ ದಾಖಲಿಸಿಕೊಂಡು ತನಿಖೆ ಮುಂದುವರಿಸಲಾಗಿದೆ.: [540, 1456, 818, 1512]
registration-dots-center: [782, 2177, 855, 2189]
obituary-body: [540, 1699, 818, 1783]
railway-zone-name: ನೈಋತ್ಯ ರೈಲ್ವೆ: [926, 2023, 1047, 2055]
time-cell: 05:14 / 05:15: [898, 1801, 989, 1815]
paragraph: ಕೊಠಡಿಯಿಂದ ಸ್ಥಳಾಂತರಗೊಂಡಿದೆ. ಕಾಮಗಾರಿಯನ್ನು ಸರ್ಕಾರದ ಸಹ ಇಲಾಖೆಯಾದ ಲ್ಯಾಂಡ್ ಆರ್ಮಿ ಅವರಿಗೆ ನೀಡಲಾಗಿದೆ. ಮಂಜೂರಾದ ಅನುದಾನ ಮುಗಿದಿದ್ದು, ಬಾಕಿ ಹಣ ಬಿಡುಗಡೆಯಾದರೆ ಮಾತ್ರ ಕಟ್ಟಡ ಪೂರ್ಣಗೊಳ್ಳಲಿದೆ. ಓದುಗರಿಗೆ ತಾತ್ಕಾಲಿಕ ವ್ಯವಸ್ಥೆ ಕಲ್ಪಿಸಲಾಗಿದೆ.: [1293, 473, 1459, 569]
benefit-item: • ನಿತ್ಯ ಪ್ರಯಾಣಿಕರಿಗೆ ಸೇವೆ: [868, 1457, 1058, 1471]
